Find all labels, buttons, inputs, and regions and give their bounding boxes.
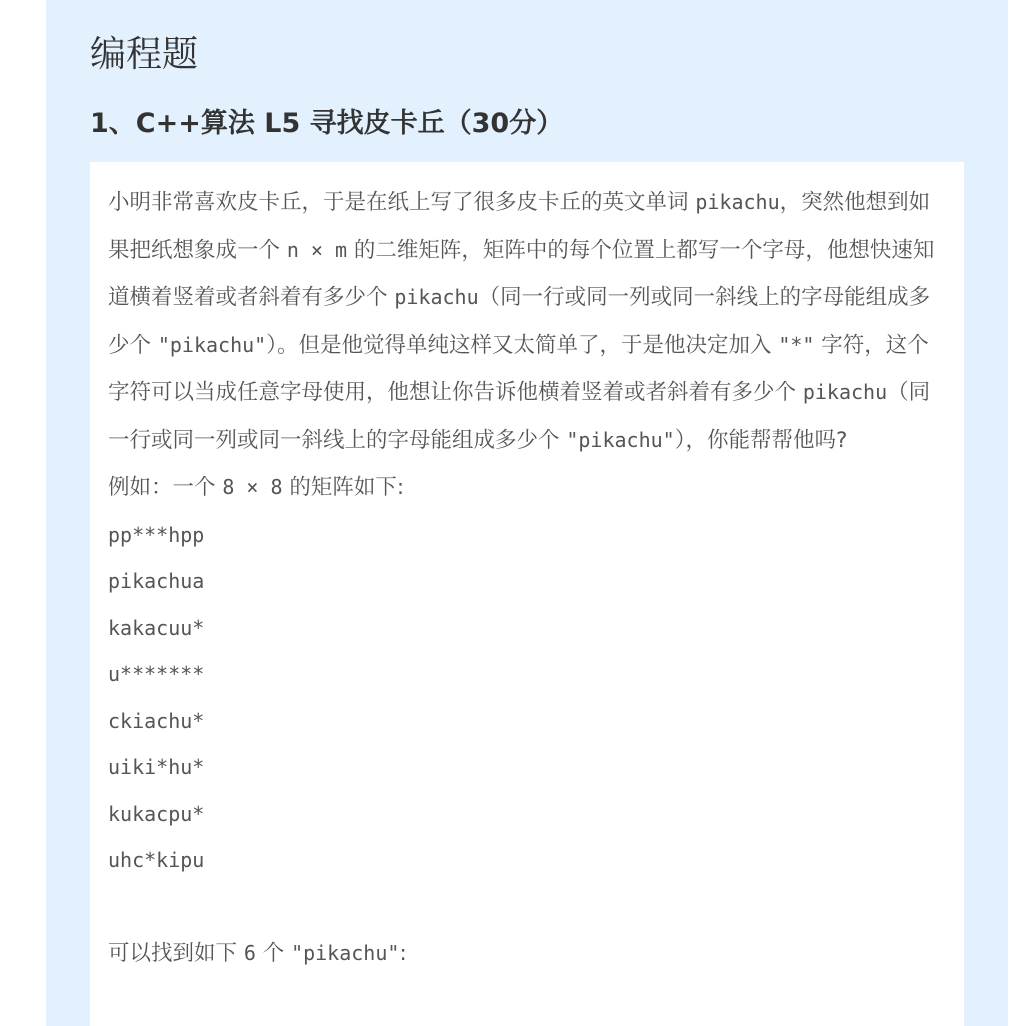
inline-code: "pikachu" bbox=[566, 427, 675, 452]
matrix-row: pp***hpp bbox=[108, 522, 205, 547]
problem-description bbox=[108, 179, 940, 464]
inline-code: "pikachu" bbox=[157, 332, 267, 357]
desc-text: 的二维矩阵，矩阵中的每个位置上都写一个字母，他想快速知道横着竖着或者斜着有多少个 bbox=[108, 237, 935, 310]
desc-text: ）。但是他觉得单纯这样又太简单了，于是他决定加入 bbox=[266, 332, 779, 358]
matrix-row: kukacpu* bbox=[108, 801, 205, 826]
matrix-row: kakacuu* bbox=[108, 615, 205, 640]
desc-text: （同一行或同一列或同一斜线上的字母能组成多少个 bbox=[108, 285, 931, 358]
inline-code: "pikachu" bbox=[291, 941, 400, 965]
example-intro bbox=[108, 464, 940, 512]
question-title: 1、C++算法 L5 寻找皮卡丘（30分） bbox=[90, 108, 564, 139]
matrix-row: ckiachu* bbox=[108, 708, 205, 733]
desc-text: ），你能帮帮他吗? bbox=[674, 427, 848, 453]
inline-code: pikachu bbox=[394, 285, 479, 309]
blank-line bbox=[108, 884, 940, 931]
matrix-row: u******* bbox=[108, 662, 205, 686]
result-intro bbox=[108, 930, 940, 978]
inline-code: n × m bbox=[286, 237, 348, 262]
matrix-row: uhc*kipu bbox=[108, 848, 205, 872]
matrix-example bbox=[108, 512, 940, 884]
result-text: : bbox=[399, 941, 407, 966]
desc-text: 小明非常喜欢皮卡丘，于是在纸上写了很多皮卡丘的英文单词 bbox=[108, 190, 696, 215]
inline-code: pikachu bbox=[802, 380, 888, 404]
question-content bbox=[108, 179, 940, 978]
desc-text: 字符，这个字符可以当成任意字母使用，他想让你告诉他横着竖着或者斜着有多少个 bbox=[108, 332, 929, 405]
result-text: 个 bbox=[255, 941, 292, 966]
question-content-card bbox=[90, 162, 964, 1026]
inline-code: pikachu bbox=[695, 190, 780, 214]
section-title: 编程题 bbox=[90, 34, 199, 75]
inline-code: 6 bbox=[243, 941, 256, 965]
inline-code: "*" bbox=[778, 332, 815, 357]
matrix-row: uiki*hu* bbox=[108, 755, 205, 779]
inline-code: 8 × 8 bbox=[222, 475, 283, 499]
desc-text: （同一行或同一列或同一斜线上的字母能组成多少个 bbox=[108, 380, 931, 453]
desc-text: ，突然他想到如果把纸想象成一个 bbox=[108, 190, 931, 263]
matrix-row: pikachua bbox=[108, 569, 205, 593]
result-text: 可以找到如下 bbox=[108, 941, 244, 966]
example-text: 的矩阵如下: bbox=[282, 475, 405, 500]
example-text: 例如：一个 bbox=[108, 475, 223, 500]
